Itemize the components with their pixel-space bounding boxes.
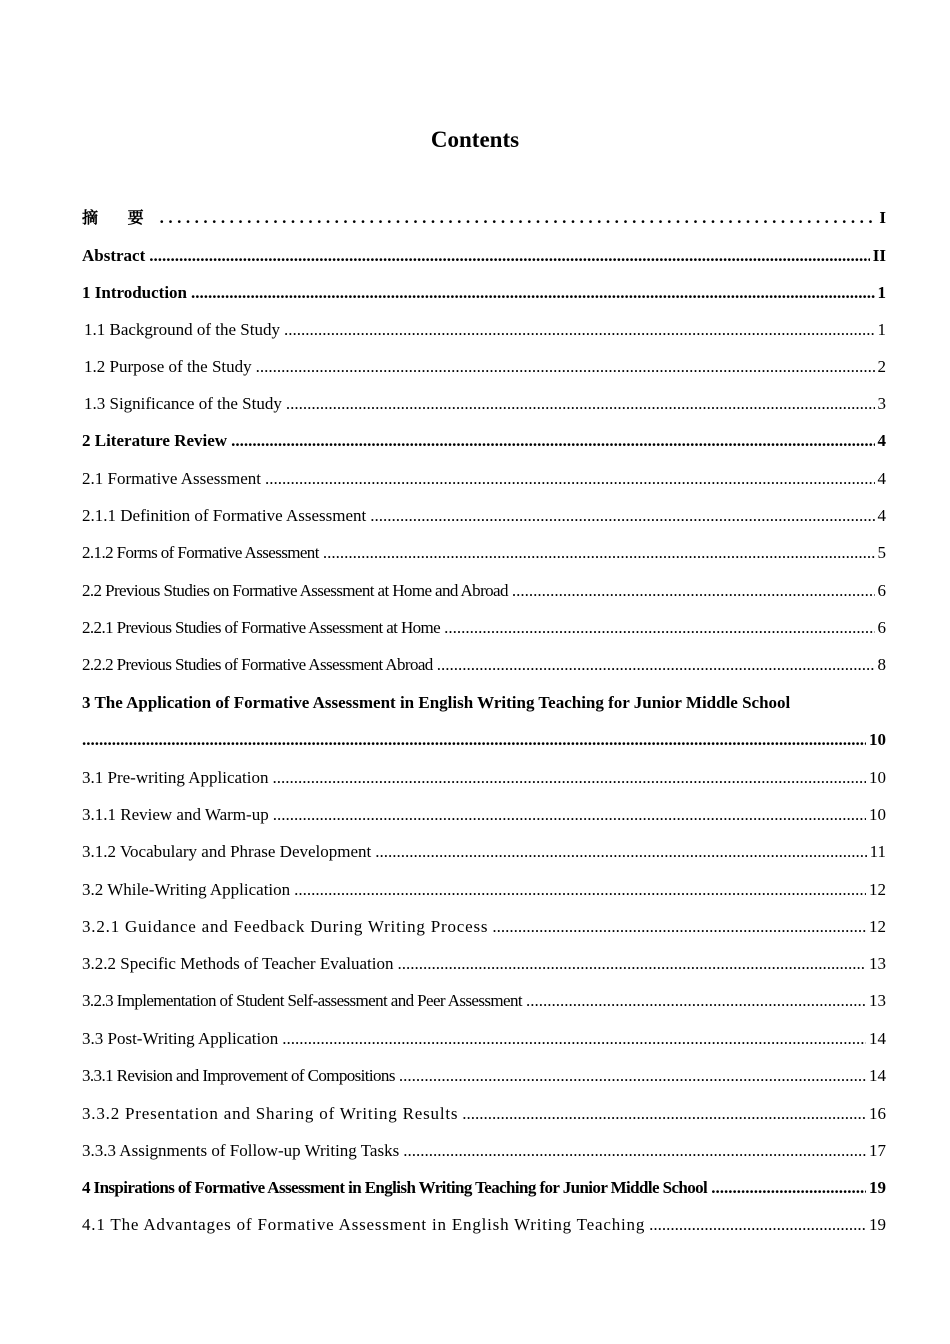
dot-leader (462, 1102, 866, 1126)
toc-entry-3-3-2[interactable] (82, 1102, 886, 1126)
toc-entry-title: 3.3 Post-Writing Application (82, 1029, 279, 1048)
toc-entry-2-2-2[interactable] (82, 653, 886, 677)
toc-entry-title: 3.2.3 Implementation of Student Self-assessment and Peer Assessment (82, 991, 522, 1010)
dot-leader (256, 355, 875, 379)
toc-entry-title: 2.2.1 Previous Studies of Formative Assessment at Home (82, 618, 441, 637)
toc-entry-1-2[interactable] (82, 355, 886, 379)
toc-entry-title: 3.2 While-Writing Application (82, 880, 291, 899)
toc-entry-page: 13 (869, 991, 886, 1010)
dot-leader (512, 579, 875, 603)
dot-leader (398, 952, 867, 976)
toc-entry-page: 5 (877, 543, 886, 562)
toc-entry-title: 1.1 Background of the Study (84, 320, 280, 339)
dot-leader (294, 878, 866, 902)
toc-entry-title: Abstract (82, 246, 146, 265)
toc-entry-3-1-1[interactable] (82, 803, 886, 827)
toc-entry-3-2[interactable] (82, 878, 886, 902)
toc-entry-chapter-4[interactable] (82, 1176, 886, 1200)
toc-entry-page: 4 (877, 431, 886, 450)
toc-entry-2-1[interactable] (82, 467, 886, 491)
toc-entry-abstract-chinese[interactable] (82, 206, 886, 230)
dot-leader (711, 1176, 866, 1200)
toc-entry-page: I (879, 208, 886, 227)
toc-entry-page: 6 (877, 581, 886, 600)
toc-entry-page: 4 (877, 469, 886, 488)
toc-entry-page: 11 (869, 842, 886, 861)
toc-entry-1-3[interactable] (82, 392, 886, 416)
toc-entry-page: 10 (869, 730, 886, 749)
toc-entry-chapter-3[interactable] (82, 728, 886, 752)
dot-leader (149, 244, 870, 268)
toc-entry-page: 16 (869, 1104, 886, 1123)
toc-entry-title: 摘 要 (82, 208, 156, 227)
toc-entry-page: 14 (869, 1029, 886, 1048)
toc-entry-2-1-2[interactable] (82, 541, 886, 565)
toc-entry-chapter-3-title[interactable]: 3 The Application of Formative Assessment in English Writing Teaching for Junior Middle School (82, 693, 791, 712)
toc-entry-page: 12 (869, 880, 886, 899)
dot-leader (273, 803, 866, 827)
toc-entry-page: 8 (877, 655, 886, 674)
toc-entry-title: 1 Introduction (82, 283, 188, 302)
dot-leader (160, 206, 877, 230)
dot-leader (82, 728, 866, 752)
toc-entry-page: 17 (869, 1141, 886, 1160)
toc-entry-4-1[interactable] (82, 1213, 886, 1237)
dot-leader (444, 616, 874, 640)
toc-entry-3-1[interactable] (82, 766, 886, 790)
toc-entry-title: 2.2 Previous Studies on Formative Assessment at Home and Abroad (82, 581, 508, 600)
toc-entry-3-3-3[interactable] (82, 1139, 886, 1163)
dot-leader (649, 1213, 866, 1237)
toc-entry-introduction[interactable] (82, 281, 886, 305)
toc-entry-title: 3.3.2 Presentation and Sharing of Writing Results (82, 1104, 459, 1123)
toc-entry-title: 3.1 Pre-writing Application (82, 768, 269, 787)
toc-entry-2-2[interactable] (82, 579, 886, 603)
dot-leader (273, 766, 866, 790)
page-title: Contents (430, 127, 520, 152)
dot-leader (231, 429, 874, 453)
toc-entry-title: 1.3 Significance of the Study (84, 394, 282, 413)
toc-entry-3-2-3[interactable] (82, 989, 886, 1013)
toc-entry-title: 4.1 The Advantages of Formative Assessment in English Writing Teaching (82, 1215, 646, 1234)
toc-entry-page: 1 (877, 283, 886, 302)
toc-entry-page: II (872, 246, 886, 265)
dot-leader (375, 840, 866, 864)
toc-entry-page: 10 (869, 805, 886, 824)
toc-entry-page: 6 (877, 618, 886, 637)
dot-leader (284, 318, 875, 342)
toc-entry-2-2-1[interactable] (82, 616, 886, 640)
toc-entry-3-3-1[interactable] (82, 1064, 886, 1088)
toc-entry-title: 3.2.1 Guidance and Feedback During Writing Process (82, 917, 489, 936)
toc-entry-3-2-2[interactable] (82, 952, 886, 976)
dot-leader (437, 653, 875, 677)
toc-entry-title: 4 Inspirations of Formative Assessment in English Writing Teaching for Junior Middle School (82, 1178, 708, 1197)
toc-entry-3-2-1[interactable] (82, 915, 886, 939)
toc-entry-page: 2 (877, 357, 886, 376)
toc-entry-2-1-1[interactable] (82, 504, 886, 528)
dot-leader (526, 989, 866, 1013)
toc-entry-page: 12 (869, 917, 886, 936)
dot-leader (282, 1027, 866, 1051)
dot-leader (265, 467, 875, 491)
dot-leader (191, 281, 874, 305)
toc-entry-page: 10 (869, 768, 886, 787)
toc-entry-3-1-2[interactable] (82, 840, 886, 864)
toc-entry-page: 19 (869, 1178, 886, 1197)
toc-entry-title: 3.2.2 Specific Methods of Teacher Evaluation (82, 954, 394, 973)
dot-leader (403, 1139, 866, 1163)
toc-entry-title: 2.2.2 Previous Studies of Formative Assessment Abroad (82, 655, 433, 674)
toc-entry-abstract[interactable] (82, 244, 886, 268)
toc-entry-title: 2 Literature Review (82, 431, 228, 450)
dot-leader (370, 504, 874, 528)
dot-leader (323, 541, 875, 565)
toc-entry-title: 2.1.2 Forms of Formative Assessment (82, 543, 319, 562)
toc-entry-title: 3.1.1 Review and Warm-up (82, 805, 269, 824)
toc-entry-title: 3.3.1 Revision and Improvement of Compositions (82, 1066, 395, 1085)
toc-entry-page: 4 (877, 506, 886, 525)
toc-entry-title: 1.2 Purpose of the Study (84, 357, 252, 376)
toc-entry-3-3[interactable] (82, 1027, 886, 1051)
toc-entry-page: 14 (869, 1066, 886, 1085)
toc-entry-page: 1 (877, 320, 886, 339)
toc-entry-page: 3 (877, 394, 886, 413)
toc-entry-title: 2.1.1 Definition of Formative Assessment (82, 506, 367, 525)
toc-entry-literature-review[interactable] (82, 429, 886, 453)
toc-entry-title: 2.1 Formative Assessment (82, 469, 261, 488)
dot-leader (492, 915, 866, 939)
toc-entry-title: 3.1.2 Vocabulary and Phrase Development (82, 842, 372, 861)
toc-entry-page: 13 (869, 954, 886, 973)
dot-leader (399, 1064, 866, 1088)
toc-entry-title: 3.3.3 Assignments of Follow-up Writing Tasks (82, 1141, 400, 1160)
toc-entry-page: 19 (869, 1215, 886, 1234)
dot-leader (286, 392, 875, 416)
toc-entry-1-1[interactable] (82, 318, 886, 342)
